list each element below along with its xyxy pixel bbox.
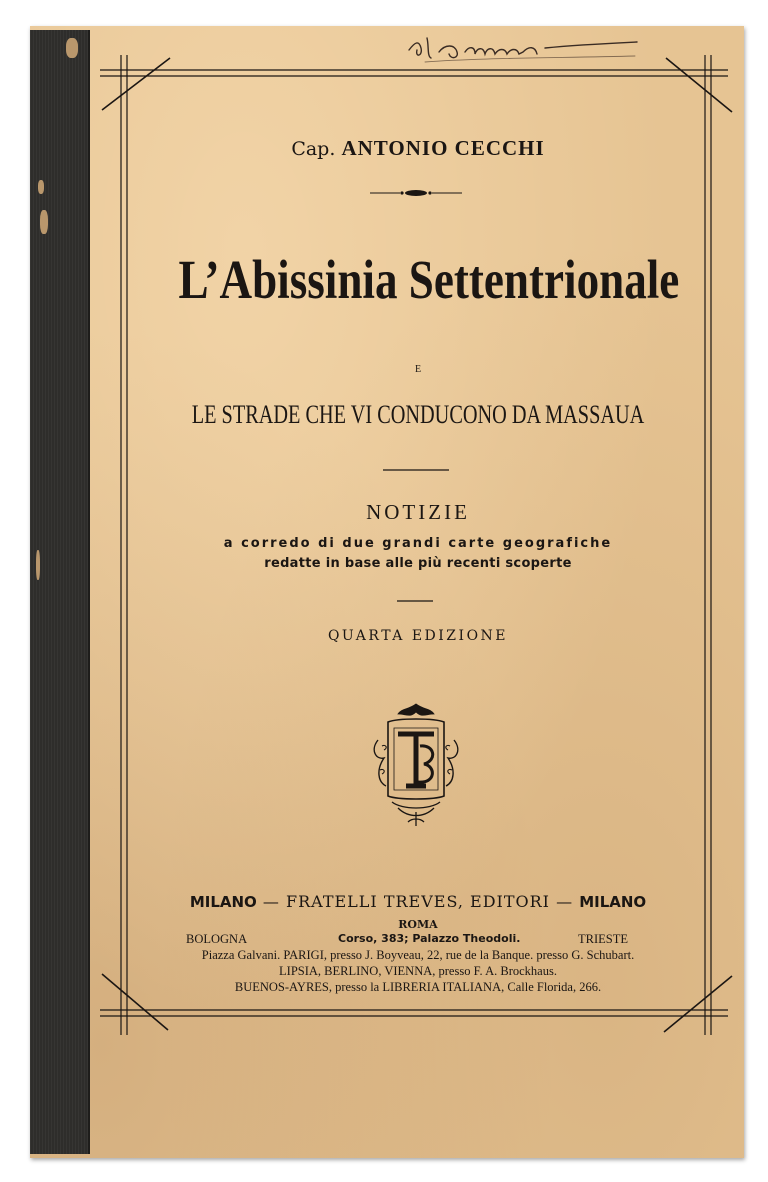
author-line: Cap. ANTONIO CECCHI [291,136,545,160]
branch-roma-address: Corso, 383; Palazzo Theodoli. [338,932,521,945]
publisher-line: MILANO — FRATELLI TREVES, EDITORI — MILANO [189,892,647,911]
book-title: L’Abissinia Settentrionale [178,249,680,310]
author-name: ANTONIO CECCHI [341,136,545,160]
ornament-divider [370,190,462,196]
publisher-city-left: MILANO [189,893,257,911]
branch-lipsia-line: LIPSIA, BERLINO, VIENNA, presso F. A. Brockhaus. [279,964,557,978]
publisher-city-right: MILANO [579,893,647,911]
book-subtitle: LE STRADE CHE VI CONDUCONO DA MASSAUA [191,400,645,429]
section-heading: NOTIZIE [366,500,470,524]
title-conjunction: E [414,364,422,375]
description-line-1: a corredo di due grandi carte geografiche [223,536,613,551]
branch-paris-line: Piazza Galvani. PARIGI, presso J. Boyveau, 22, rue de la Banque. presso G. Schubart. [201,948,635,962]
branch-buenos-aires-line: BUENOS-AYRES, presso la LIBRERIA ITALIANA, Calle Florida, 266. [234,980,602,994]
publisher-monogram-icon [368,700,464,830]
description-line-2: redatte in base alle più recenti scoperte [264,556,572,571]
publisher-name: FRATELLI TREVES, EDITORI [285,892,550,911]
branch-roma-heading: ROMA [398,918,438,931]
branch-bologna: BOLOGNA [186,932,248,946]
edition-label: QUARTA EDIZIONE [327,628,509,644]
branch-trieste: TRIESTE [578,932,628,946]
